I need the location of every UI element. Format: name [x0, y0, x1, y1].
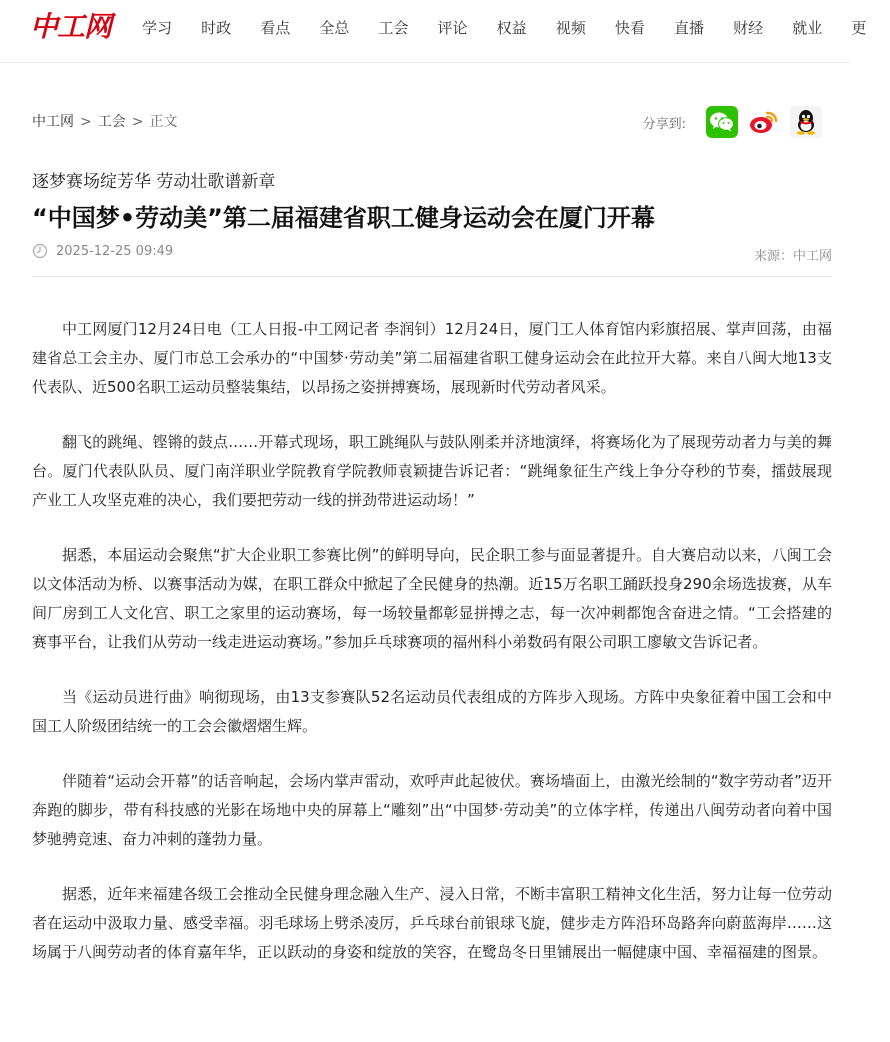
divider [32, 276, 832, 277]
publish-time [32, 243, 173, 259]
article-subtitle: 逐梦赛场绽芳华 劳动壮歌谱新章 [32, 172, 276, 192]
share-label: 分享到: [642, 116, 686, 132]
publish-datetime: 2025-12-25 09:49 [56, 243, 174, 259]
breadcrumb-section[interactable]: 工会 [97, 114, 126, 130]
breadcrumb [32, 112, 177, 132]
article-paragraph: 中工网厦门12月24日电（工人日报-中工网记者 李润钊）12月24日，厦门工人体育馆内彩旗招展、掌声回荡，由福建省总工会主办、厦门市总工会承办的“中国梦·劳动美”第二届福建省职工健身运动会在此拉开大幕。来自八闽大地13支代表队、近500名职工运动员整装集结，以昂扬之姿拼搏赛场，展现新时代劳动者风采。 [32, 320, 832, 396]
clock-icon [32, 243, 48, 259]
nav-item-shipin[interactable]: 视频 [555, 19, 586, 37]
nav-item-shizheng[interactable]: 时政 [201, 19, 232, 37]
nav-item-more[interactable]: 更 [851, 19, 867, 37]
site-logo[interactable]: 中工网 [30, 10, 112, 43]
article-source: 来源：中工网 [753, 249, 832, 264]
breadcrumb-home[interactable]: 中工网 [32, 114, 74, 130]
nav-item-quanzong[interactable]: 全总 [319, 19, 350, 37]
main-nav [142, 17, 890, 39]
article-paragraph: 据悉，近年来福建各级工会推动全民健身理念融入生产、浸入日常，不断丰富职工精神文化生活，努力让每一位劳动者在运动中汲取力量、感受幸福。羽毛球场上劈杀凌厉，乒乓球台前银球飞旋，健步走方阵沿环岛路奔向蔚蓝海岸……这场属于八闽劳动者的体育嘉年华，正以跃动的身姿和绽放的笑容，在鹭岛冬日里铺展出一幅健康中国、幸福福建的图景。 [32, 885, 832, 961]
article-paragraph: 翻飞的跳绳、铿锵的鼓点……开幕式现场，职工跳绳队与鼓队刚柔并济地演绎，将赛场化为了展现劳动者力与美的舞台。厦门代表队队员、厦门南洋职业学院教育学院教师袁颖捷告诉记者：“跳绳象征生产线上争分夺秒的节奏，擂鼓展现产业工人攻坚克难的决心，我们要把劳动一线的拼劲带进运动场！” [32, 433, 832, 509]
qq-icon[interactable] [790, 106, 822, 138]
breadcrumb-separator: > [131, 114, 144, 130]
nav-item-kuaikan[interactable]: 快看 [614, 19, 645, 37]
article-title: “中国梦•劳动美”第二届福建省职工健身运动会在厦门开幕 [32, 204, 655, 232]
article-meta [32, 243, 832, 265]
nav-item-caijing[interactable]: 财经 [733, 19, 764, 37]
nav-item-gonghui[interactable]: 工会 [378, 19, 409, 37]
nav-item-pinglun[interactable]: 评论 [437, 19, 468, 37]
article-body [32, 315, 832, 993]
share-bar [643, 106, 822, 138]
nav-item-zhibo[interactable]: 直播 [673, 19, 704, 37]
nav-item-xuexi[interactable]: 学习 [142, 19, 173, 37]
nav-item-quanyi[interactable]: 权益 [496, 19, 527, 37]
article-paragraph: 当《运动员进行曲》响彻现场，由13支参赛队52名运动员代表组成的方阵步入现场。方阵中央象征着中国工会和中国工人阶级团结统一的工会会徽熠熠生辉。 [32, 688, 832, 735]
breadcrumb-separator: > [80, 114, 92, 130]
nav-item-kandian[interactable]: 看点 [260, 19, 291, 37]
nav-item-jiuye[interactable]: 就业 [792, 19, 823, 37]
weibo-icon[interactable] [748, 106, 780, 138]
article-paragraph: 伴随着“运动会开幕”的话音响起，会场内掌声雷动，欢呼声此起彼伏。赛场墙面上，由激光绘制的“数字劳动者”迈开奔跑的脚步，带有科技感的光影在场地中央的屏幕上“雕刻”出“中国梦·劳动美”的立体字样，传递出八闽劳动者向着中国梦驰骋竞速、奋力冲刺的蓬勃力量。 [32, 772, 832, 848]
wechat-icon[interactable] [706, 106, 738, 138]
article-paragraph: 据悉，本届运动会聚焦“扩大企业职工参赛比例”的鲜明导向，民企职工参与面显著提升。自大赛启动以来，八闽工会以文体活动为桥、以赛事活动为媒，在职工群众中掀起了全民健身的热潮。近15万名职工踊跃投身290余场选拔赛，从车间厂房到工人文化宫、职工之家里的运动赛场，每一场较量都彰显拼搏之志，每一次冲刺都饱含奋进之情。“工会搭建的赛事平台，让我们从劳动一线走进运动赛场。”参加乒乓球赛项的福州科小弟数码有限公司职工廖敏文告诉记者。 [32, 546, 832, 651]
breadcrumb-current: 正文 [149, 114, 178, 130]
top-nav-bar [0, 0, 867, 63]
